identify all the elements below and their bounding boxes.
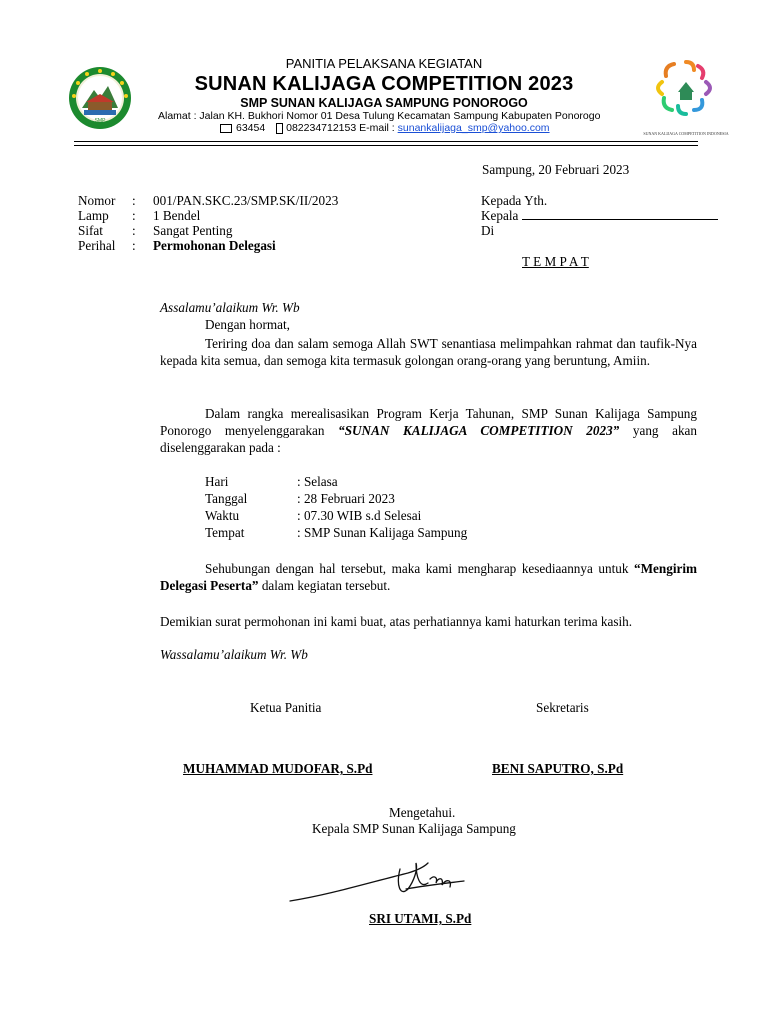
recipient-line2: Kepala [481, 208, 718, 224]
header-rule-thin [74, 145, 698, 146]
recipient-place: T E M P A T [522, 254, 589, 269]
left-signatory-role: Ketua Panitia [250, 700, 322, 715]
phone-number: 082234712153 [286, 122, 357, 134]
contact-line [220, 122, 550, 134]
handwritten-signature [288, 855, 468, 915]
event-name: “SUNAN KALIJAGA COMPETITION 2023” [338, 423, 620, 438]
recipient-blank [522, 219, 718, 220]
committee-label: PANITIA PELAKSANA KEGIATAN [285, 56, 483, 71]
request-phrase: “Mengirim Delegasi Peserta” [160, 561, 698, 593]
principal-role: Kepala SMP Sunan Kalijaga Sampung [312, 821, 516, 836]
email-link[interactable]: sunankalijaga_smp@yahoo.com [397, 122, 550, 134]
right-signatory-role: Sekretaris [536, 700, 589, 715]
left-signatory-name: MUHAMMAD MUDOFAR, S.Pd [183, 761, 373, 776]
paragraph-3: Sehubungan dengan hal tersebut, maka kami mengharap kesediaannya untuk “Mengirim Delegasi Peserta” dalam kegiatan tersebut. [160, 561, 698, 593]
recipient-line1: Kepada Yth. [481, 193, 548, 208]
paragraph-2: Dalam rangka merealisasikan Program Kerja Tahunan, SMP Sunan Kalijaga Sampung Ponorogo menyelenggarakan “SUNAN KALIJAGA COMPETITION 2023” yang akan diselenggarakan pada : [160, 406, 698, 455]
paragraph-4: Demikian surat permohonan ini kami buat, atas perhatiannya kami haturkan terima kasih. [160, 614, 633, 629]
phone-icon [276, 123, 283, 134]
paragraph-1: Teriring doa dan salam semoga Allah SWT senantiasa melimpahkan rahmat dan taufik-Nya kepada kita semua, dan semoga kita termasuk golongan orang-orang yang beruntung, Amiin. [160, 336, 697, 368]
opening: Dengan hormat, [205, 317, 290, 332]
acknowledgement: Mengetahui. [389, 805, 456, 820]
event-title: SUNAN KALIJAGA COMPETITION 2023 [194, 73, 574, 95]
recipient-line3: Di [481, 223, 495, 238]
right-signatory-name: BENI SAPUTRO, S.Pd [492, 761, 624, 776]
competition-logo-caption: SUNAN KALIJAGA COMPETITION INDONESIA [643, 131, 729, 136]
letter-date: Sampung, 20 Februari 2023 [482, 162, 630, 177]
closing: Wassalamu’alaikum Wr. Wb [160, 647, 308, 662]
header-rule [74, 141, 698, 142]
greeting: Assalamu’alaikum Wr. Wb [160, 300, 300, 315]
principal-name: SRI UTAMI, S.Pd [369, 911, 472, 926]
school-name: SMP SUNAN KALIJAGA SAMPUNG PONOROGO [240, 96, 528, 110]
school-address: Alamat : Jalan KH. Bukhori Nomor 01 Desa Tulung Kecamatan Sampung Kabupaten Ponorogo [158, 110, 601, 122]
mail-icon [220, 124, 232, 133]
postal-code: 63454 [236, 122, 266, 134]
email-label: E-mail : [359, 122, 395, 134]
svg-text:SMP: SMP [94, 118, 106, 124]
